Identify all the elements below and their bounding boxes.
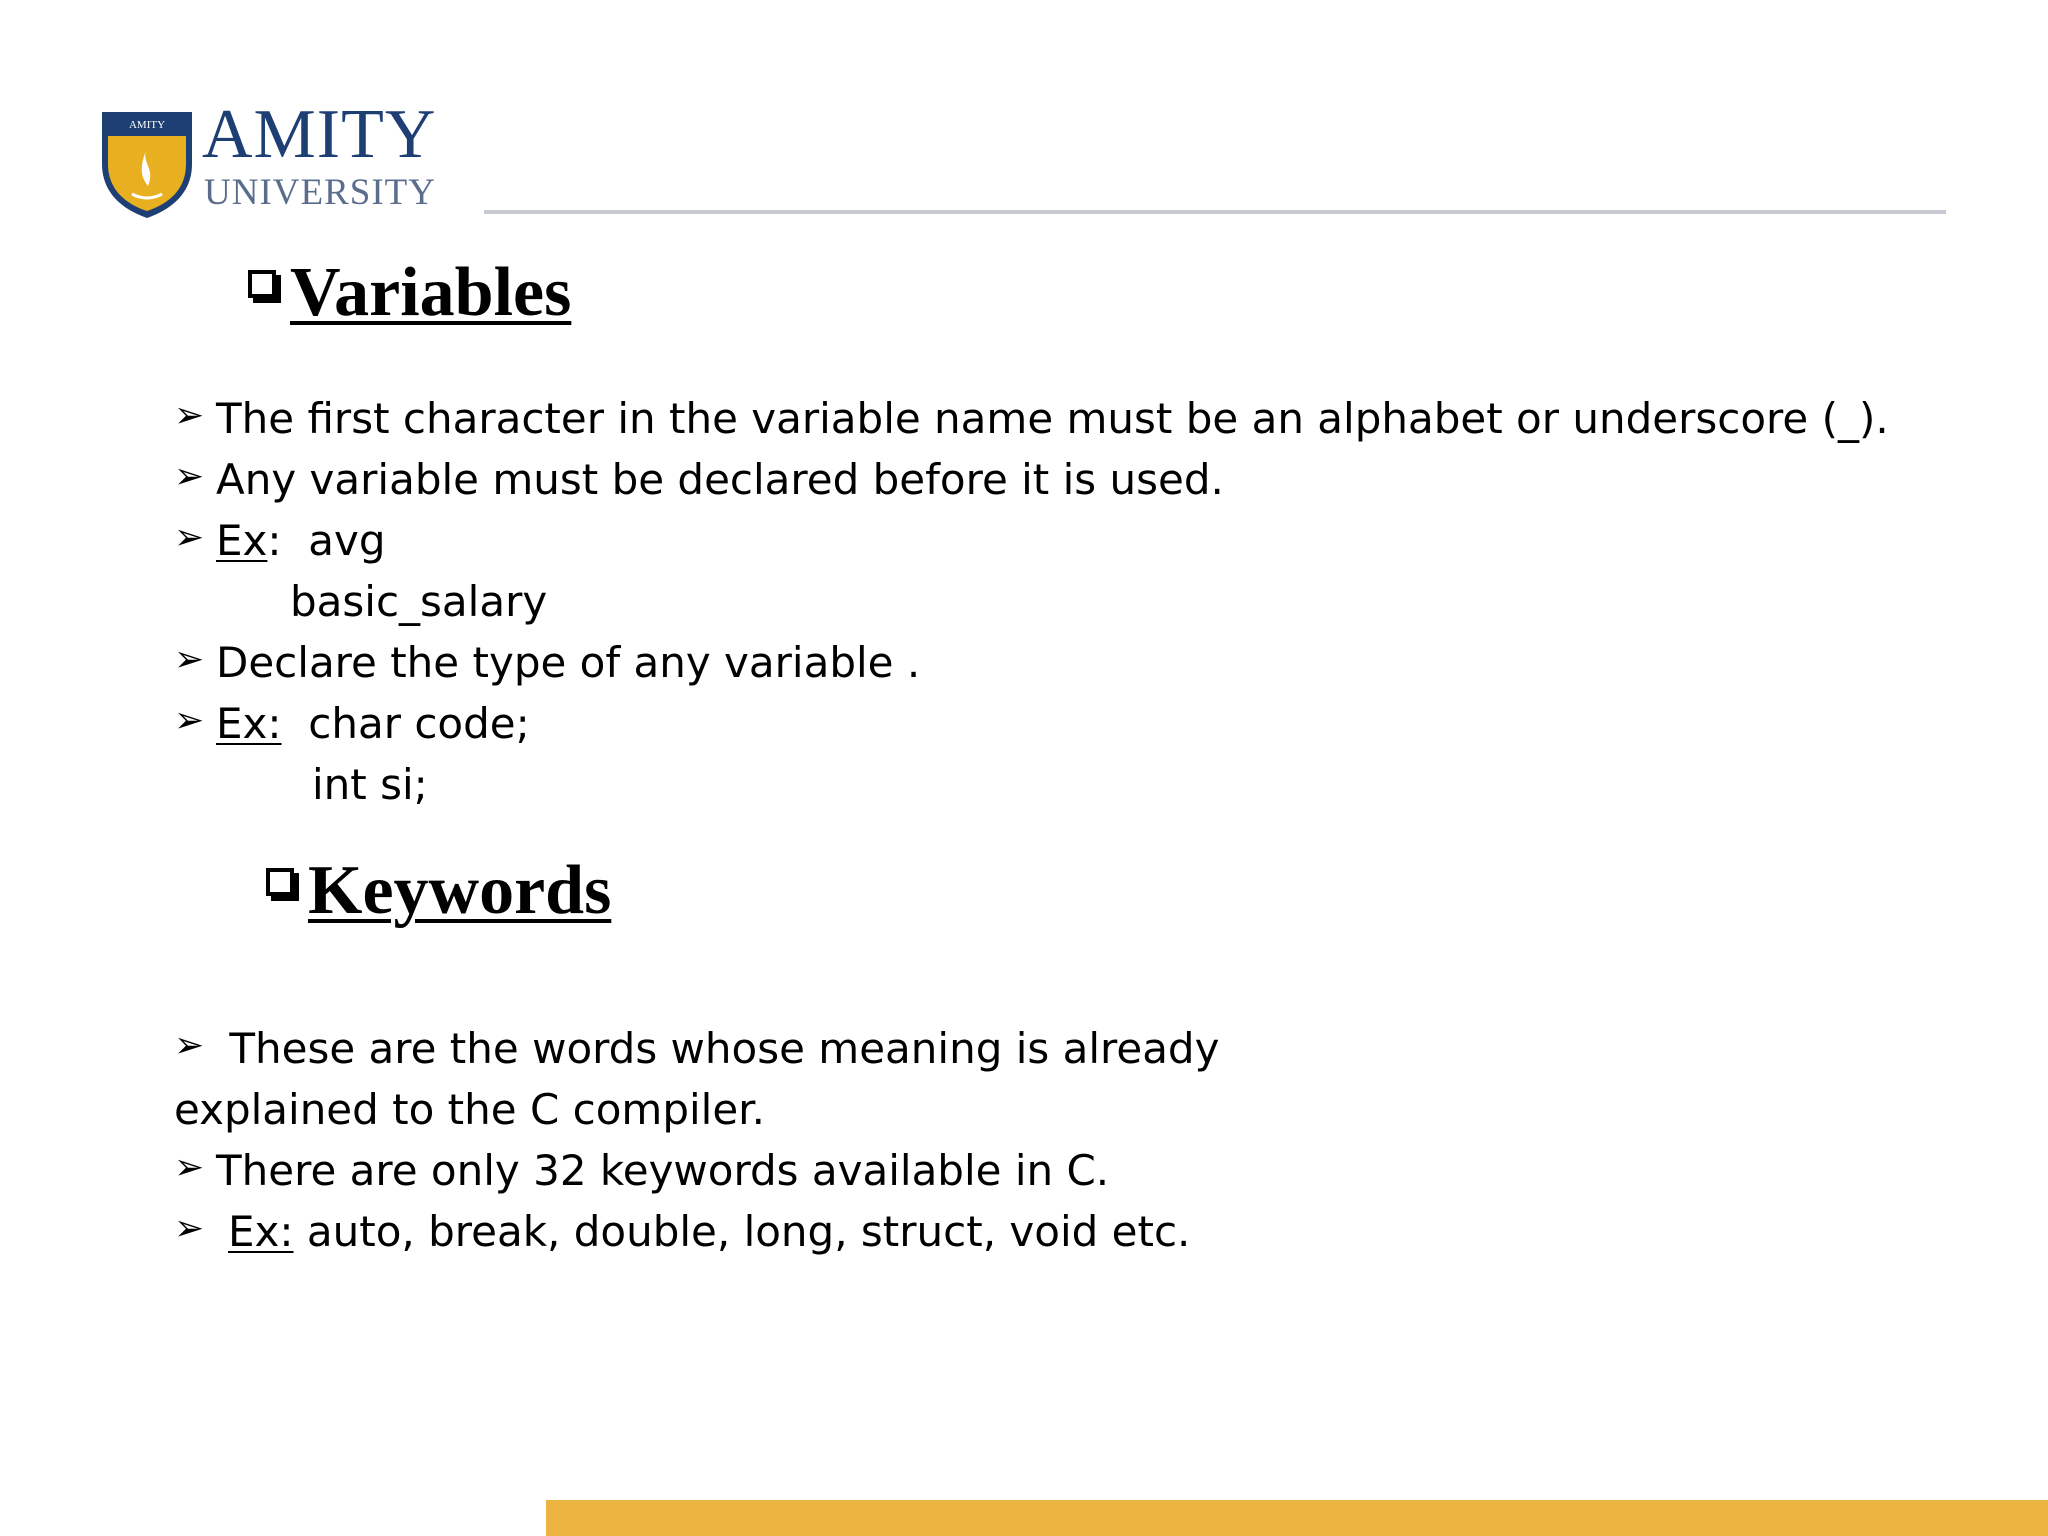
example-label: Ex: — [216, 699, 282, 748]
variables-bullet-5: ➢ Ex: char code; — [174, 699, 530, 748]
example-label: Ex — [216, 516, 268, 565]
amity-logo — [98, 96, 448, 226]
logo-name: AMITY — [202, 96, 437, 173]
arrowhead-bullet-icon: ➢ — [174, 517, 205, 558]
logo-subtitle: UNIVERSITY — [204, 172, 436, 213]
arrowhead-bullet-icon: ➢ — [174, 639, 205, 680]
hollow-square-icon — [248, 270, 276, 298]
keywords-bullet-3: ➢ Ex: auto, break, double, long, struct, void etc. — [174, 1207, 1191, 1256]
variables-heading — [248, 254, 572, 331]
arrowhead-bullet-icon: ➢ — [174, 456, 205, 497]
keywords-title: Keywords — [308, 852, 612, 929]
variables-bullet-2: ➢ Any variable must be declared before it is used. — [174, 455, 1224, 504]
hollow-square-icon — [266, 868, 294, 896]
variables-bullet-3: ➢ Ex: avg — [174, 516, 386, 565]
keywords-continuation-1: explained to the C compiler. — [174, 1085, 765, 1134]
variables-continuation-2: int si; — [312, 760, 428, 809]
variables-bullet-4: ➢ Declare the type of any variable . — [174, 638, 921, 687]
variables-title: Variables — [290, 254, 572, 331]
arrowhead-bullet-icon: ➢ — [174, 700, 205, 741]
arrowhead-bullet-icon: ➢ — [174, 395, 205, 436]
arrowhead-bullet-icon: ➢ — [174, 1025, 205, 1066]
header-divider — [484, 210, 1946, 214]
shield-icon — [98, 108, 196, 220]
example-label: Ex: — [228, 1207, 294, 1256]
variables-continuation-1: basic_salary — [290, 577, 548, 626]
shield-text: AMITY — [128, 119, 166, 131]
variables-bullet-1: ➢ The first character in the variable name must be an alphabet or underscore (_). — [174, 394, 1889, 443]
footer-accent-bar — [546, 1500, 2048, 1536]
keywords-bullet-2: ➢ There are only 32 keywords available in C. — [174, 1146, 1110, 1195]
arrowhead-bullet-icon: ➢ — [174, 1208, 205, 1249]
arrowhead-bullet-icon: ➢ — [174, 1147, 205, 1188]
keywords-bullet-1: ➢ These are the words whose meaning is already — [174, 1024, 1220, 1073]
keywords-heading — [266, 852, 612, 929]
